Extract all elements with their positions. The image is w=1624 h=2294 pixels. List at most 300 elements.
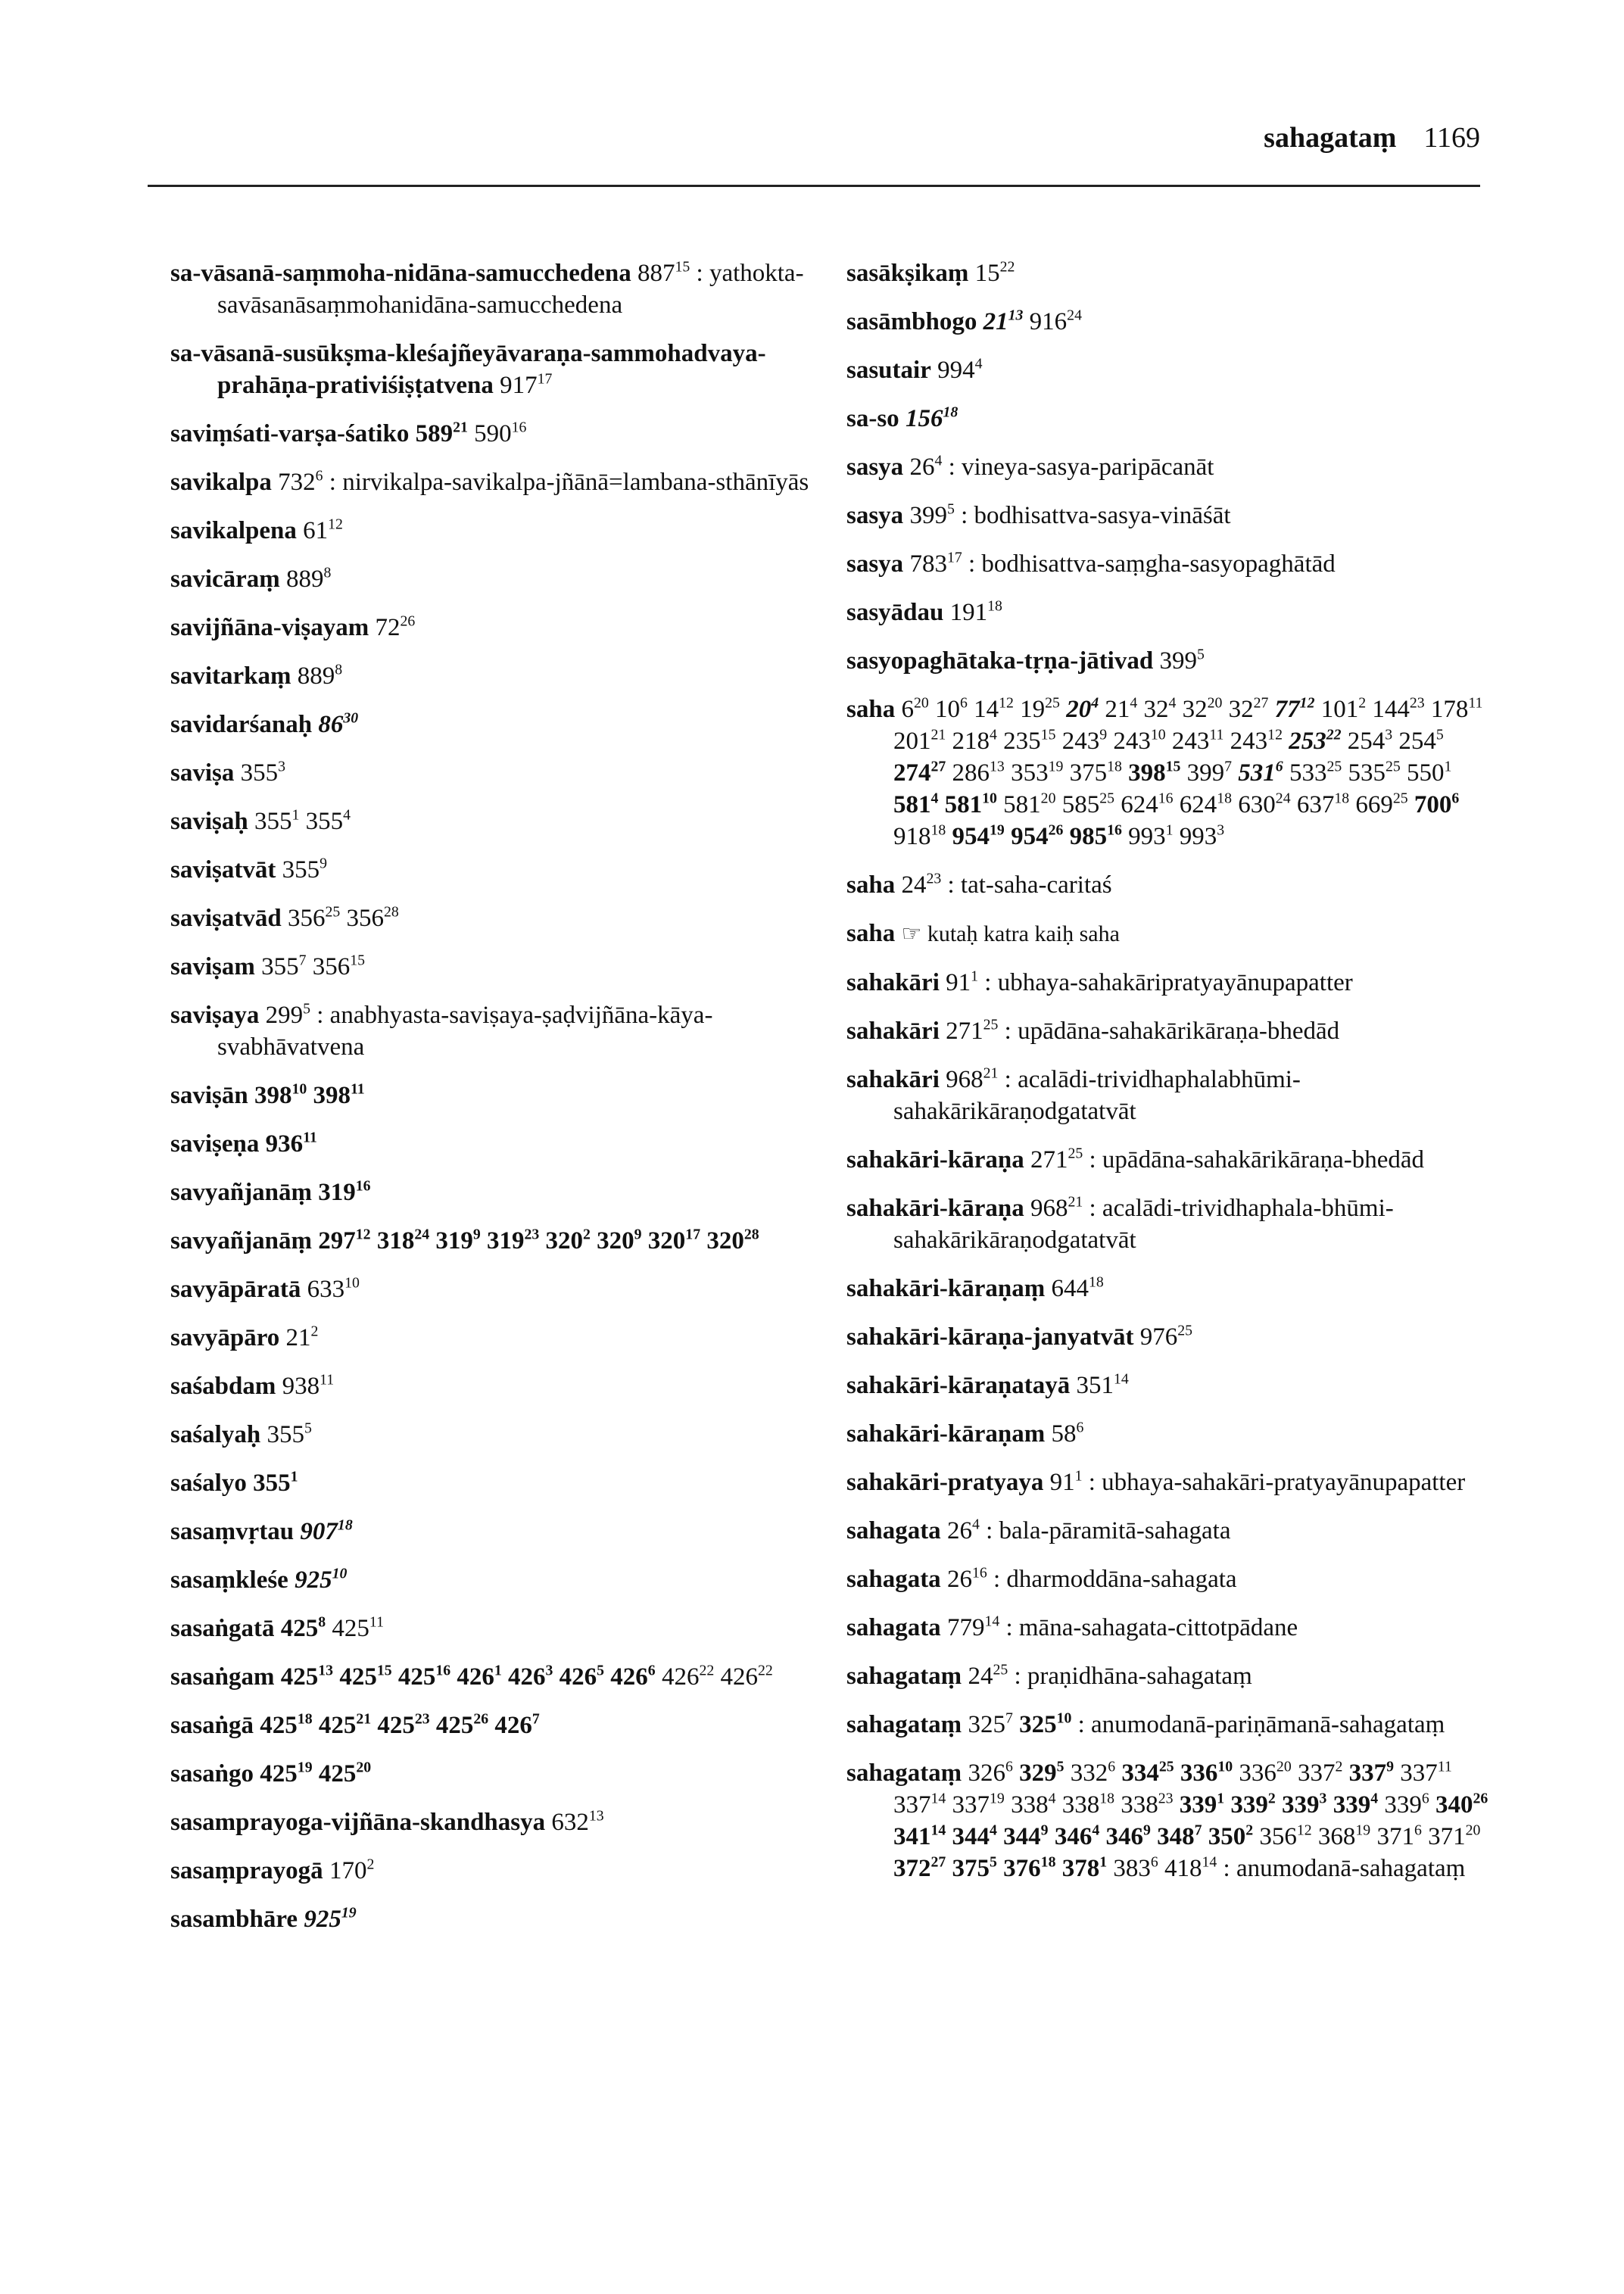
reference-line: 12	[328, 516, 343, 533]
reference-page: 356	[312, 953, 351, 980]
reference-page: 14	[974, 696, 999, 723]
reference-page: 320	[545, 1227, 584, 1255]
reference-page: 418	[1164, 1855, 1202, 1882]
page-reference	[1030, 1146, 1083, 1173]
entry-headword: savitarkaṃ	[170, 662, 291, 690]
entry-references	[282, 856, 327, 884]
reference-page: 968	[1030, 1195, 1068, 1222]
reference-page: 325	[968, 1711, 1005, 1738]
page-reference	[267, 1421, 311, 1448]
reference-page: 426	[559, 1663, 597, 1691]
reference-line: 9	[634, 1226, 642, 1243]
page-reference	[1143, 696, 1176, 723]
page-reference	[597, 1227, 641, 1255]
entry-references	[254, 1082, 365, 1109]
page-reference	[1055, 1823, 1099, 1850]
page-reference	[260, 1760, 312, 1788]
page-reference	[339, 1663, 391, 1691]
page-reference	[952, 728, 997, 755]
reference-line: 25	[1392, 790, 1408, 807]
page-reference	[266, 1002, 310, 1029]
reference-line: 25	[1068, 1145, 1083, 1162]
index-entry	[170, 612, 852, 644]
index-entry	[170, 1419, 852, 1451]
page-reference	[1407, 759, 1451, 787]
reference-page: 917	[500, 372, 538, 399]
entry-references	[375, 614, 415, 641]
index-entry: saha $24^{23}$ : tat-saha-caritaś	[846, 870, 1112, 899]
reference-page: 339	[1230, 1791, 1268, 1819]
entry-headword: sasutair	[846, 357, 931, 384]
page-reference	[968, 1711, 1012, 1738]
entry-headword: sahakāri-kāraṇaṃ	[846, 1275, 1046, 1302]
entry-headword: sa-vāsanā-saṃmoha-nidāna-samucchedena	[170, 260, 631, 287]
page-reference	[1003, 791, 1055, 818]
reference-line: 18	[943, 404, 959, 421]
reference-page: 669	[1355, 791, 1393, 818]
reference-page: 170	[329, 1857, 367, 1884]
reference-page: 376	[1003, 1855, 1041, 1882]
entry-headword: savikalpa	[170, 469, 272, 496]
reference-line: 20	[1040, 790, 1056, 807]
reference-line: 14	[930, 1790, 946, 1807]
page-reference	[1239, 1759, 1291, 1787]
reference-page: 346	[1105, 1823, 1143, 1850]
page-reference	[241, 759, 285, 787]
page-reference	[1431, 696, 1483, 723]
reference-page: 581	[1003, 791, 1041, 818]
entry-references	[946, 1066, 998, 1093]
entry-context: māna-sahagata-cittotpādane	[1018, 1614, 1298, 1641]
reference-line: 6	[1275, 758, 1283, 775]
entry-headword: sasaṃprayogā	[170, 1857, 323, 1884]
reference-line: 7	[531, 1710, 540, 1728]
entry-references	[1140, 1323, 1192, 1351]
page-reference	[1076, 1372, 1128, 1399]
reference-page: 254	[1398, 728, 1436, 755]
page-reference	[968, 1759, 1012, 1787]
reference-line: 18	[1107, 758, 1122, 775]
reference-page: 24	[901, 871, 927, 899]
entry-references	[946, 969, 978, 996]
reference-line: 18	[1040, 1853, 1056, 1871]
reference-page: 320	[597, 1227, 634, 1255]
reference-page: 339	[1179, 1791, 1217, 1819]
reference-line: 1	[1074, 1467, 1083, 1485]
page-reference	[893, 791, 938, 818]
reference-line: 3	[1385, 726, 1393, 743]
reference-page: 58	[1051, 1420, 1077, 1448]
page-reference	[1289, 728, 1341, 755]
reference-page: 243	[1230, 728, 1268, 755]
reference-page: 399	[909, 502, 947, 529]
page-reference	[1183, 696, 1223, 723]
reference-line: 7	[1224, 758, 1233, 775]
page-reference	[281, 1615, 326, 1642]
reference-page: 425	[377, 1712, 415, 1739]
page-reference	[298, 662, 342, 690]
reference-line: 12	[1299, 694, 1315, 712]
reference-page: 907	[300, 1518, 338, 1545]
page-reference	[1157, 1823, 1202, 1850]
page-reference	[1275, 696, 1315, 723]
reference-page: 531	[1238, 759, 1276, 787]
reference-line: 10	[291, 1080, 307, 1098]
entry-headword: sahagataṃ	[846, 1759, 962, 1787]
entry-headword: sahakāri-kāraṇatayā	[846, 1372, 1071, 1399]
page-reference	[901, 696, 928, 723]
reference-page: 993	[1128, 823, 1166, 850]
reference-page: 426	[661, 1663, 700, 1691]
reference-line: 9	[320, 855, 327, 872]
reference-line: 13	[1008, 307, 1024, 324]
page-reference	[1062, 791, 1114, 818]
reference-line: 18	[337, 1516, 353, 1534]
reference-line: 10	[344, 1274, 360, 1292]
reference-page: 355	[254, 808, 292, 835]
entry-headword: sahakāri	[846, 1066, 940, 1093]
entry-references	[901, 871, 941, 899]
reference-line: 23	[1409, 694, 1425, 712]
reference-line: 25	[1045, 694, 1060, 712]
entry-references	[909, 550, 962, 578]
reference-page: 426	[610, 1663, 648, 1691]
index-entry	[170, 338, 852, 401]
reference-page: 976	[1139, 1323, 1178, 1351]
page-reference	[377, 1712, 429, 1739]
entry-references	[909, 502, 954, 529]
reference-page: 21	[285, 1324, 311, 1351]
entry-headword: saviṣam	[170, 953, 255, 980]
reference-line: 18	[1217, 790, 1233, 807]
reference-page: 399	[1159, 647, 1197, 675]
entry-references	[286, 1324, 319, 1351]
page-reference	[706, 1227, 759, 1255]
page-reference	[909, 502, 954, 529]
reference-line: 21	[453, 419, 468, 436]
page-reference	[494, 1712, 539, 1739]
page-reference	[1282, 1791, 1326, 1819]
reference-page: 550	[1407, 759, 1445, 787]
reference-line: 11	[320, 1371, 335, 1389]
reference-page: 887	[637, 260, 675, 287]
reference-page: 925	[304, 1906, 341, 1933]
reference-line: 8	[335, 661, 343, 678]
index-entry	[170, 1806, 852, 1838]
reference-line: 2	[366, 1856, 375, 1873]
reference-page: 425	[260, 1760, 298, 1788]
reference-page: 581	[944, 791, 983, 818]
entry-references	[1051, 1420, 1083, 1448]
reference-page: 320	[647, 1227, 686, 1255]
entry-context: ubhaya-sahakāripratyayānupapatter	[997, 969, 1353, 996]
page-reference	[1113, 728, 1165, 755]
reference-page: 254	[1347, 728, 1386, 755]
page-reference	[1011, 759, 1063, 787]
reference-page: 319	[435, 1227, 473, 1255]
entry-headword: saha	[846, 920, 896, 947]
reference-line: 5	[990, 1853, 997, 1871]
page-reference	[1121, 1759, 1174, 1787]
entry-references	[304, 1906, 356, 1933]
reference-page: 383	[1113, 1855, 1151, 1882]
entry-references	[1076, 1372, 1128, 1399]
reference-page: 338	[1121, 1791, 1158, 1819]
index-entry	[846, 1370, 1498, 1401]
reference-page: 632	[551, 1809, 589, 1836]
entry-references	[278, 469, 323, 496]
page-reference	[261, 953, 306, 980]
page-reference	[945, 791, 997, 818]
reference-line: 25	[983, 1016, 999, 1033]
reference-page: 624	[1121, 791, 1158, 818]
reference-line: 2	[310, 1323, 319, 1340]
page-reference	[1349, 1759, 1394, 1787]
reference-line: 7	[1194, 1822, 1202, 1839]
reference-page: 332	[1070, 1759, 1108, 1787]
reference-page: 630	[1238, 791, 1276, 818]
page-reference	[946, 1018, 998, 1045]
reference-line: 11	[369, 1613, 384, 1631]
reference-page: 732	[278, 469, 316, 496]
reference-line: 20	[913, 694, 929, 712]
reference-page: 325	[1019, 1711, 1057, 1738]
index-entry	[170, 1177, 852, 1208]
entry-headword: saviṣatvāt	[170, 856, 276, 884]
entry-references	[983, 308, 1082, 335]
entry-headword: sasamprayoga-vijñāna-skandhasya	[170, 1809, 546, 1836]
index-entry	[170, 1128, 852, 1160]
index-entry: sasya $399^5$ : bodhisattva-sasya-vināśāt	[846, 500, 1231, 529]
index-entry	[170, 806, 852, 837]
reference-page: 26	[909, 454, 935, 481]
entry-context: bodhisattva-sasya-vināśāt	[974, 502, 1231, 529]
reference-page: 426	[457, 1663, 494, 1691]
entry-headword: sasaṅgā	[170, 1712, 254, 1739]
reference-line: 13	[588, 1807, 604, 1825]
page-reference	[1187, 759, 1232, 787]
left-column	[170, 257, 852, 1952]
reference-page: 334	[1121, 1759, 1159, 1787]
page-reference	[1011, 823, 1063, 850]
index-entry	[170, 902, 852, 934]
entry-references	[295, 1566, 347, 1594]
entry-references	[947, 1614, 999, 1641]
reference-line: 16	[971, 1564, 987, 1582]
page-reference	[457, 1663, 501, 1691]
entry-references	[968, 1711, 1071, 1738]
entry-references	[947, 1517, 980, 1544]
reference-line: 20	[1465, 1822, 1481, 1839]
reference-line: 19	[341, 1904, 357, 1922]
reference-line: 25	[1385, 758, 1401, 775]
reference-line: 12	[999, 694, 1014, 712]
reference-line: 15	[1165, 758, 1181, 775]
reference-page: 355	[253, 1470, 291, 1497]
reference-page: 319	[318, 1179, 356, 1206]
page-reference	[254, 808, 299, 835]
reference-line: 3	[1319, 1790, 1327, 1807]
reference-line: 4	[1168, 694, 1177, 712]
page-reference	[1105, 696, 1137, 723]
index-entry: sasya $26^4$ : vineya-sasya-paripācanāt	[846, 452, 1214, 481]
reference-page: 253	[1289, 728, 1326, 755]
reference-page: 936	[265, 1130, 304, 1158]
reference-page: 191	[949, 599, 988, 626]
reference-page: 338	[1061, 1791, 1100, 1819]
page-reference	[1229, 696, 1269, 723]
index-entry	[846, 918, 1498, 950]
reference-line: 16	[1107, 821, 1122, 839]
page-reference	[1159, 647, 1204, 675]
page-reference	[974, 696, 1014, 723]
reference-line: 6	[1076, 1419, 1084, 1436]
reference-line: 23	[926, 870, 942, 887]
page-reference	[416, 420, 468, 447]
reference-page: 318	[376, 1227, 415, 1255]
index-entry	[170, 757, 852, 789]
index-entry	[846, 1418, 1498, 1450]
reference-page: 372	[893, 1855, 931, 1882]
reference-page: 243	[1171, 728, 1210, 755]
reference-line: 5	[303, 1000, 310, 1018]
reference-line: 26	[400, 612, 416, 630]
reference-line: 14	[984, 1613, 1000, 1630]
reference-page: 355	[282, 856, 320, 884]
page-reference	[1051, 1275, 1103, 1302]
reference-page: 10	[934, 696, 960, 723]
page-reference	[935, 696, 968, 723]
reference-page: 581	[893, 791, 931, 818]
reference-page: 320	[706, 1227, 744, 1255]
entry-references	[254, 808, 351, 835]
page-reference	[1140, 1323, 1192, 1351]
entry-headword: saha	[846, 696, 896, 723]
reference-line: 4	[930, 790, 939, 807]
entry-headword: saviṣatvād	[170, 905, 282, 932]
page-reference	[1066, 696, 1099, 723]
entry-references	[1030, 1195, 1083, 1222]
reference-page: 425	[280, 1615, 319, 1642]
page-reference	[648, 1227, 700, 1255]
reference-line: 19	[1048, 758, 1064, 775]
index-entry	[846, 1273, 1498, 1304]
reference-line: 23	[524, 1226, 540, 1243]
entry-references	[260, 1712, 540, 1739]
page-reference	[435, 1227, 480, 1255]
page-reference	[952, 759, 1005, 787]
index-entry	[846, 354, 1498, 386]
index-entry: sahagata $26^{16}$ : dharmoddāna-sahagata	[846, 1564, 1237, 1593]
reference-line: 2	[1358, 694, 1367, 712]
reference-line: 18	[297, 1710, 313, 1728]
page-reference	[662, 1663, 714, 1691]
page-reference	[1238, 791, 1290, 818]
reference-line: 27	[1253, 694, 1269, 712]
page-reference	[909, 454, 942, 481]
reference-page: 985	[1069, 823, 1108, 850]
index-entry	[170, 1903, 852, 1935]
entry-references	[307, 1276, 360, 1303]
reference-line: 1	[1444, 758, 1452, 775]
entry-context: nirvikalpa-savikalpa-jñānā=lambana-sthānīyās	[342, 469, 809, 496]
reference-line: 12	[355, 1226, 371, 1243]
reference-line: 19	[990, 1790, 1005, 1807]
reference-line: 5	[304, 1420, 312, 1437]
entry-headword: sasaṅgatā	[170, 1615, 275, 1642]
entry-headword: savyañjanāṃ	[170, 1179, 313, 1206]
reference-page: 398	[313, 1082, 351, 1109]
index-entry	[170, 515, 852, 547]
page-reference	[1400, 1759, 1452, 1787]
reference-line: 25	[1326, 758, 1342, 775]
page-reference	[1070, 823, 1122, 850]
page-reference	[952, 1791, 1005, 1819]
index-entry	[170, 1564, 852, 1596]
reference-page: 15	[974, 260, 1000, 287]
page-reference	[610, 1663, 655, 1691]
reference-line: 25	[993, 1661, 1008, 1678]
entry-headword: sasya	[846, 550, 904, 578]
reference-line: 2	[583, 1226, 591, 1243]
page-reference	[1318, 1823, 1370, 1850]
page-reference	[946, 969, 978, 996]
reference-page: 398	[1128, 759, 1166, 787]
entry-context: acalādi-trividhaphala-bhūmi-sahakārikāraṇodgatatvāt	[893, 1195, 1394, 1254]
reference-line: 23	[414, 1710, 430, 1728]
page-reference	[1230, 1791, 1275, 1819]
reference-line: 11	[351, 1080, 365, 1098]
page-reference	[947, 1614, 999, 1641]
entry-headword: sahakāri-kāraṇa	[846, 1146, 1024, 1173]
reference-line: 7	[1005, 1710, 1013, 1727]
reference-page: 144	[1372, 696, 1410, 723]
reference-line: 17	[946, 549, 962, 566]
index-entry: sahagataṃ $325^7$ $325^{10}$ : anumodanā-pariṇāmanā-sahagataṃ	[846, 1710, 1445, 1738]
reference-page: 319	[486, 1227, 525, 1255]
entry-headword: saviṣaḥ	[170, 808, 248, 835]
entry-references	[266, 1130, 317, 1158]
entry-references	[1051, 1275, 1103, 1302]
page-reference	[281, 1663, 333, 1691]
page-reference	[968, 1663, 1008, 1690]
reference-page: 633	[307, 1276, 345, 1303]
entry-references	[968, 1663, 1008, 1690]
entry-headword: saśabdam	[170, 1373, 276, 1400]
entry-context: praṇidhāna-sahagataṃ	[1027, 1663, 1252, 1690]
reference-page: 235	[1003, 728, 1041, 755]
entry-references	[281, 1615, 384, 1642]
index-entry	[170, 1516, 852, 1548]
page-reference	[398, 1663, 450, 1691]
reference-page: 371	[1428, 1823, 1466, 1850]
entry-references	[1050, 1469, 1083, 1496]
index-entry: sahakāri-kāraṇa $968^{21}$ : acalādi-trividhaphala-bhūmi-sahakārikāraṇodgatatvāt	[846, 1193, 1394, 1254]
entry-references	[975, 260, 1015, 287]
index-entry	[170, 1467, 852, 1499]
reference-page: 353	[1011, 759, 1049, 787]
page-reference	[346, 905, 398, 932]
index-entry	[846, 597, 1498, 628]
entry-context: acalādi-trividhaphalabhūmi-sahakārikāraṇodgatatvāt	[893, 1066, 1301, 1125]
entry-references	[416, 420, 527, 447]
entry-references	[946, 1018, 998, 1045]
page-reference	[1435, 1791, 1488, 1819]
reference-page: 337	[1348, 1759, 1387, 1787]
reference-page: 994	[937, 357, 975, 384]
reference-page: 61	[303, 517, 329, 544]
reference-page: 355	[240, 759, 279, 787]
